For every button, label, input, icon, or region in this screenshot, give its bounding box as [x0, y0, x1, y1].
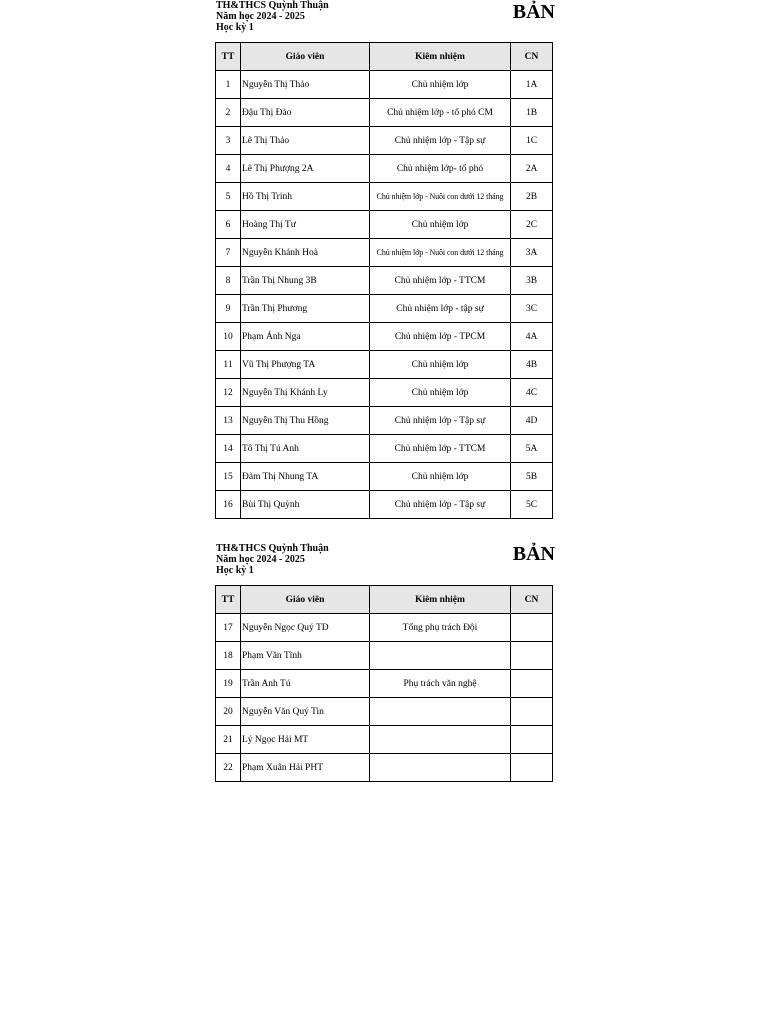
duty-cell: Chủ nhiệm lớp - tập sự — [370, 295, 511, 323]
row-number-cell: 9 — [216, 295, 241, 323]
class-cell: 4B — [511, 351, 553, 379]
school-name: TH&THCS Quỳnh Thuận — [216, 543, 329, 554]
duty-cell — [370, 754, 511, 782]
class-cell: 1C — [511, 127, 553, 155]
row-number-cell: 21 — [216, 726, 241, 754]
duty-cell: Tổng phụ trách Đội — [370, 614, 511, 642]
teacher-name-cell: Phạm Xuân Hải PHT — [241, 754, 370, 782]
table-row — [216, 463, 553, 491]
class-cell: 5A — [511, 435, 553, 463]
row-number-cell: 8 — [216, 267, 241, 295]
sheet-header — [215, 0, 555, 42]
class-cell: 3A — [511, 239, 553, 267]
table-body — [216, 71, 553, 519]
duty-cell — [370, 726, 511, 754]
teacher-name-cell: Hoàng Thị Tư — [241, 211, 370, 239]
table-row — [216, 407, 553, 435]
table-row — [216, 239, 553, 267]
class-cell: 5C — [511, 491, 553, 519]
teacher-name-cell: Trần Anh Tú — [241, 670, 370, 698]
table-header-row — [216, 43, 553, 71]
column-header-duty: Kiêm nhiệm — [370, 43, 511, 71]
table-row — [216, 127, 553, 155]
teacher-name-cell: Đàm Thị Nhung TA — [241, 463, 370, 491]
duty-cell: Phụ trách văn nghệ — [370, 670, 511, 698]
duty-cell: Chủ nhiệm lớp - tổ phó CM — [370, 99, 511, 127]
school-name: TH&THCS Quỳnh Thuận — [216, 0, 329, 11]
table-row — [216, 295, 553, 323]
table-row — [216, 754, 553, 782]
class-cell: 3C — [511, 295, 553, 323]
teacher-name-cell: Nguyễn Thị Khánh Ly — [241, 379, 370, 407]
class-cell: 1A — [511, 71, 553, 99]
table-row — [216, 698, 553, 726]
table-row — [216, 642, 553, 670]
row-number-cell: 15 — [216, 463, 241, 491]
table-row — [216, 351, 553, 379]
table-row — [216, 726, 553, 754]
teacher-table — [215, 585, 553, 782]
column-header-cn: CN — [511, 43, 553, 71]
column-header-cn: CN — [511, 586, 553, 614]
class-cell: 4D — [511, 407, 553, 435]
teacher-name-cell: Lê Thị Phượng 2A — [241, 155, 370, 183]
row-number-cell: 16 — [216, 491, 241, 519]
column-header-teacher: Giáo viên — [241, 43, 370, 71]
duty-cell: Chủ nhiệm lớp - Tập sự — [370, 491, 511, 519]
teacher-name-cell: Nguyễn Ngọc Quý TD — [241, 614, 370, 642]
row-number-cell: 10 — [216, 323, 241, 351]
class-cell — [511, 754, 553, 782]
teacher-table — [215, 42, 553, 519]
table-row — [216, 435, 553, 463]
duty-cell: Chủ nhiệm lớp - Nuôi con dưới 12 tháng — [370, 239, 511, 267]
row-number-cell: 5 — [216, 183, 241, 211]
duty-cell: Chủ nhiệm lớp - Tập sự — [370, 407, 511, 435]
duty-cell: Chủ nhiệm lớp — [370, 379, 511, 407]
school-year: Năm học 2024 - 2025 — [216, 554, 305, 565]
duty-cell: Chủ nhiệm lớp — [370, 211, 511, 239]
teacher-name-cell: Nguyễn Khánh Hoà — [241, 239, 370, 267]
duty-cell: Chủ nhiệm lớp- tổ phó — [370, 155, 511, 183]
class-cell — [511, 726, 553, 754]
column-header-tt: TT — [216, 43, 241, 71]
table-body — [216, 614, 553, 782]
row-number-cell: 12 — [216, 379, 241, 407]
row-number-cell: 14 — [216, 435, 241, 463]
teacher-name-cell: Nguyễn Văn Quý Tin — [241, 698, 370, 726]
table-row — [216, 155, 553, 183]
semester: Học kỳ 1 — [216, 565, 254, 576]
table-row — [216, 379, 553, 407]
teacher-name-cell: Đậu Thị Đào — [241, 99, 370, 127]
duty-cell: Chủ nhiệm lớp — [370, 71, 511, 99]
duty-cell: Chủ nhiệm lớp - Nuôi con dưới 12 tháng — [370, 183, 511, 211]
sheet-title: BẢN — [512, 1, 555, 23]
semester: Học kỳ 1 — [216, 22, 254, 33]
class-cell — [511, 670, 553, 698]
class-cell — [511, 614, 553, 642]
duty-cell: Chủ nhiệm lớp - Tập sự — [370, 127, 511, 155]
row-number-cell: 19 — [216, 670, 241, 698]
school-year: Năm học 2024 - 2025 — [216, 11, 305, 22]
duty-cell — [370, 698, 511, 726]
teacher-name-cell: Nguyễn Thị Thảo — [241, 71, 370, 99]
sheet-header — [215, 543, 555, 585]
row-number-cell: 2 — [216, 99, 241, 127]
class-cell: 2B — [511, 183, 553, 211]
teacher-name-cell: Hồ Thị Trinh — [241, 183, 370, 211]
school-info — [215, 0, 555, 33]
row-number-cell: 22 — [216, 754, 241, 782]
row-number-cell: 20 — [216, 698, 241, 726]
class-cell: 1B — [511, 99, 553, 127]
class-cell: 2A — [511, 155, 553, 183]
class-cell: 3B — [511, 267, 553, 295]
duty-cell: Chủ nhiệm lớp - TTCM — [370, 435, 511, 463]
row-number-cell: 6 — [216, 211, 241, 239]
duty-cell: Chủ nhiệm lớp - TTCM — [370, 267, 511, 295]
table-row — [216, 323, 553, 351]
table-row — [216, 183, 553, 211]
duty-cell: Chủ nhiệm lớp — [370, 463, 511, 491]
class-cell: 4C — [511, 379, 553, 407]
table-row — [216, 99, 553, 127]
row-number-cell: 1 — [216, 71, 241, 99]
class-cell: 2C — [511, 211, 553, 239]
teacher-name-cell: Vũ Thị Phượng TA — [241, 351, 370, 379]
row-number-cell: 7 — [216, 239, 241, 267]
table-row — [216, 614, 553, 642]
row-number-cell: 18 — [216, 642, 241, 670]
sheet-title: BẢN — [512, 543, 555, 565]
row-number-cell: 17 — [216, 614, 241, 642]
teacher-name-cell: Bùi Thị Quỳnh — [241, 491, 370, 519]
class-cell — [511, 642, 553, 670]
duty-cell: Chủ nhiệm lớp — [370, 351, 511, 379]
school-info — [215, 543, 555, 576]
teacher-name-cell: Trần Thị Phương — [241, 295, 370, 323]
class-cell — [511, 698, 553, 726]
table-row — [216, 670, 553, 698]
column-header-teacher: Giáo viên — [241, 586, 370, 614]
row-number-cell: 4 — [216, 155, 241, 183]
teacher-name-cell: Tô Thị Tú Anh — [241, 435, 370, 463]
duty-cell: Chủ nhiệm lớp - TPCM — [370, 323, 511, 351]
sheet-1 — [215, 0, 555, 519]
table-row — [216, 267, 553, 295]
column-header-duty: Kiêm nhiệm — [370, 586, 511, 614]
duty-cell — [370, 642, 511, 670]
table-row — [216, 491, 553, 519]
class-cell: 4A — [511, 323, 553, 351]
row-number-cell: 13 — [216, 407, 241, 435]
row-number-cell: 3 — [216, 127, 241, 155]
teacher-name-cell: Phạm Ánh Nga — [241, 323, 370, 351]
sheet-2 — [215, 543, 555, 782]
table-row — [216, 71, 553, 99]
row-number-cell: 11 — [216, 351, 241, 379]
table-row — [216, 211, 553, 239]
teacher-name-cell: Nguyễn Thị Thu Hồng — [241, 407, 370, 435]
teacher-name-cell: Lý Ngọc Hải MT — [241, 726, 370, 754]
teacher-name-cell: Trần Thị Nhung 3B — [241, 267, 370, 295]
column-header-tt: TT — [216, 586, 241, 614]
class-cell: 5B — [511, 463, 553, 491]
teacher-name-cell: Lê Thị Thảo — [241, 127, 370, 155]
table-header-row — [216, 586, 553, 614]
teacher-name-cell: Phạm Văn Tĩnh — [241, 642, 370, 670]
